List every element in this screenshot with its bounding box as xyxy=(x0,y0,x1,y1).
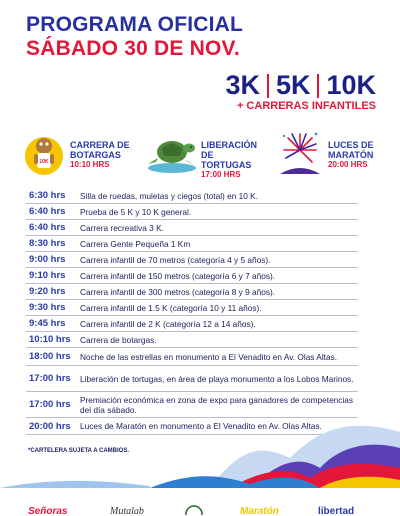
schedule-desc: Carrera infantil de 1.5 K (categoría 10 y 11 años). xyxy=(80,302,262,313)
schedule-time: 9:30 hrs xyxy=(29,302,66,313)
decorative-waves xyxy=(0,388,400,488)
table-row xyxy=(26,332,358,348)
schedule-time: 17:00 hrs xyxy=(29,373,71,384)
schedule-time: 6:40 hrs xyxy=(29,206,66,217)
schedule-time: 17:00 hrs xyxy=(29,399,71,410)
sponsor-logos xyxy=(0,498,400,516)
sponsor-logo: Mutalab xyxy=(110,506,144,516)
event-time: 10:10 HRS xyxy=(70,160,110,169)
disclaimer-note: *CARTELERA SUJETA A CAMBIOS. xyxy=(28,448,130,454)
distance-5k: 5K xyxy=(275,70,311,100)
table-row xyxy=(26,220,358,236)
schedule-time: 6:40 hrs xyxy=(29,222,66,233)
schedule-desc: Carrera infantil de 70 metros (categoría 4 y 5 años). xyxy=(80,254,271,265)
sponsor-logo: Señoras xyxy=(28,506,68,516)
distances-subtitle: + CARRERAS INFANTILES xyxy=(236,100,376,112)
schedule-time: 9:45 hrs xyxy=(29,318,66,329)
event-time: 17:00 HRS xyxy=(201,170,241,179)
svg-text:10K: 10K xyxy=(39,159,49,165)
title-line-2: SÁBADO 30 DE NOV. xyxy=(26,37,240,60)
schedule-desc: Carrera infantil de 150 metros (categoría 6 y 7 años). xyxy=(80,270,276,281)
table-row xyxy=(26,268,358,284)
title-line-1: PROGRAMA OFICIAL xyxy=(26,13,244,36)
schedule-time: 20:00 hrs xyxy=(29,420,71,432)
schedule-desc: Liberación de tortugas, en área de playa monumento a los Lobos Marinos. xyxy=(80,373,354,384)
featured-events xyxy=(24,128,380,178)
schedule-desc: Carrera infantil de 2 K (categoría 12 a 14 años). xyxy=(80,318,256,329)
schedule-desc: Noche de las estrellas en monumento a El Venadito en Av. Olas Altas. xyxy=(80,351,338,362)
event-tortugas xyxy=(144,128,264,178)
turtle-icon xyxy=(144,134,198,174)
event-title: MARATÓN xyxy=(328,150,374,160)
table-row xyxy=(26,204,358,220)
table-row xyxy=(26,284,358,300)
schedule-time: 10:10 hrs xyxy=(29,334,71,345)
schedule-desc: Carrera infantil de 300 metros (categoría 8 y 9 años). xyxy=(80,286,276,297)
table-row xyxy=(26,300,358,316)
schedule-desc: Luces de Maratón en monumento a El Venadito en Av. Olas Altas. xyxy=(80,421,322,431)
schedule-desc: Premiación económica en zona de expo para ganadores de competencias del día sábado. xyxy=(80,394,354,415)
event-title: LUCES DE xyxy=(328,140,374,150)
event-title: LIBERACIÓN DE xyxy=(201,140,257,160)
event-time: 20:00 HRS xyxy=(328,160,368,169)
table-row xyxy=(26,348,358,366)
distance-separator xyxy=(267,74,269,98)
schedule-desc: Silla de ruedas, muletas y ciegos (total) en 10 K. xyxy=(80,190,259,201)
schedule-time: 6:30 hrs xyxy=(29,190,66,201)
table-row xyxy=(26,316,358,332)
fireworks-icon xyxy=(276,128,324,176)
event-botargas xyxy=(24,128,134,178)
distance-3k: 3K xyxy=(225,70,260,100)
schedule-time: 9:20 hrs xyxy=(29,286,66,297)
event-title: CARRERA DE xyxy=(70,140,130,150)
seal-logo-icon xyxy=(185,505,203,515)
distance-10k: 10K xyxy=(326,70,376,100)
sponsor-logo: Maratón xyxy=(240,506,279,516)
schedule-desc: Carrera recreativa 3 K. xyxy=(80,222,164,233)
distance-separator xyxy=(317,74,319,98)
schedule-desc: Carrera Gente Pequeña 1 Km xyxy=(80,238,191,249)
table-row xyxy=(26,188,358,204)
distances xyxy=(225,70,376,101)
event-luces xyxy=(276,128,380,178)
schedule-time: 8:30 hrs xyxy=(29,238,66,249)
sponsor-logo: libertad xyxy=(318,506,355,516)
schedule-desc: Carrera de botargas. xyxy=(80,334,157,345)
schedule-desc: Prueba de 5 K y 10 K general. xyxy=(80,206,192,217)
mascot-icon xyxy=(24,132,64,176)
event-title: BOTARGAS xyxy=(70,150,121,160)
schedule-time: 9:10 hrs xyxy=(29,270,66,281)
table-row xyxy=(26,252,358,268)
schedule-time: 9:00 hrs xyxy=(29,254,66,265)
schedule-time: 18:00 hrs xyxy=(29,351,71,362)
table-row xyxy=(26,236,358,252)
event-title: TORTUGAS xyxy=(201,160,252,170)
